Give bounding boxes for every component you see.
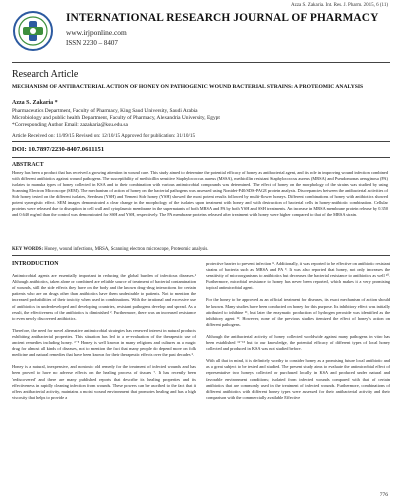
- journal-logo: [12, 10, 54, 52]
- abstract-heading: ABSTRACT: [12, 162, 44, 168]
- intro-paragraph-3: Honey is a natural, inexpensive, and nontoxic old remedy for the treatment of infected wounds and has been proved to have no adverse effects on the healing process of tissues ⁷. It has recently been 'rediscovered' and there are many published reports that describe its healing properties and its effectiveness in rapidly cleaning infection from wounds. These powers can be ascribed to the fact that it offers antibacterial activity, maintains a moist wound environment that promotes healing and has a high viscosity that helps to provide a: [12, 364, 196, 400]
- article-dates: Article Received on: 11/09/15 Revised on: 12/10/15 Approved for publication: 31/10/15: [12, 133, 196, 139]
- journal-title: INTERNATIONAL RESEARCH JOURNAL OF PHARMACY: [66, 12, 379, 24]
- journal-issn: ISSN 2230 – 8407: [66, 39, 118, 47]
- intro-paragraph-1: Antimicrobial agents are essentially important in reducing the global burden of infectious diseases.¹ Although antibiotics, taken alone or combined are reliable source of treatment of bacterial contamination of wounds, still the side effects they have on the body and the known drug-drug interactions for certain patients who are on drugs other than antibiotics have them undesirable to patients. Not to mention the increased probabilities of their toxicity when used in combinations. With the irrational and excessive use of antibiotics in underdeveloped and developing countries, resistant pathogens develop and spread. As a result, the effectiveness of the antibiotics is diminished ². Furthermore, there was an increased resistance to even newly discovered antibiotics.: [12, 273, 196, 321]
- journal-url[interactable]: www.irjponline.com: [66, 28, 127, 37]
- corresponding-email[interactable]: *Corresponding Author Email: zazakaria@ksu.edu.sa: [12, 122, 128, 128]
- introduction-heading: INTRODUCTION: [12, 261, 59, 267]
- page-number: 776: [379, 492, 388, 498]
- keywords-divider: [12, 255, 390, 256]
- left-column: [12, 261, 196, 491]
- right-paragraph-2: For the honey to be approved as an official treatment for diseases, its exact mechanism of action should be known. Many studies have been conducted on honey for this purpose. Its inhibitory effect was initially attributed to inhibine ¹¹, but later the enzymatic production of hydrogen peroxide was identified as the inhibitory agent ¹². However, none of the previous studies itemized the effect of honey's action on different pathogens.: [206, 297, 390, 327]
- affiliation-2: Microbiology and public health Department, Faculty of Pharmacy, Alexandria University, Egypt: [12, 115, 220, 121]
- right-column: [206, 261, 390, 491]
- affiliation-1: Pharmaceutics Department, Faculty of Pharmacy, King Saud University, Saudi Arabia: [12, 108, 198, 114]
- doi-link[interactable]: DOI: 10.7897/2230-8407.0611151: [12, 146, 105, 153]
- right-paragraph-4: With all that in mind, it is definitely worthy to consider honey as a promising future local antibiotic and as a great subject to be tested and studied. The present study aims to evaluate the antimicrobial effect of representative two honeys collected or purchased locally in KSA and produced under natural and favorable environment conditions; isolated from infected wounds compared with that of certain antibiotics that are commonly used in the treatment of infected wounds. Furthermore, combinations of different antibiotics with different honey types were assessed for their antibacterial activity and their comparison with the commercially available Effective: [206, 358, 390, 400]
- keywords-label: KEY WORDS:: [12, 247, 44, 252]
- running-head: Azza S. Zakaria. Int. Res. J. Pharm. 2015, 6 (11): [290, 3, 388, 8]
- abstract-body: Honey has been a product that has received a growing attention in wound care. This study aimed to determine the potential efficacy of honey as antibacterial agent, and its role in improving wound infection combined with different antibiotics against wound pathogens. The susceptibility of methicillin sensitive Staphylococcus aureus (MSSA), methicillin resistant Staphylococcus aureus (MRSA) and Pseudomonas aeruginosa (PA) isolates to manuka types of honey collected in KSA and to their combination with various antimicrobial compounds was determined. The effect of honey on the morphology of the strains was studied by using Scanning Electron Microscope (SEM). The mechanism of action of honey on the bacterial pathogens was assessed using Nonidet-P40/SDS-PAGE protein analysis. Discrepancies between the antibacterial activities of Sidr honey tested on the different isolates, Seedrum (YSH) and Yemeni Sidr honey (YSH) showed the most potent results followed by multi-flower honeys. Different combinations of honey with antibiotics showed potent synergistic effect. SEM images demonstrated a clear change in the morphology of the isolates upon treatment with honey and with destruction of bacterial cells in honey-antibiotic combination. Cellular proteins were released due to disruption in cell wall and cytoplasmic membrane in the supernatants of both MRSA and PA by both YSH and SSH treatments. An increase in MRSA membrane protein release by 0.350 and 0.640 mg/ml than the control was demonstrated for SSH and YSH, respectively. The PA membrane proteins released after treatment with honey were higher compared to that of the MRSA strain.: [12, 170, 388, 217]
- journal-masthead: [66, 12, 390, 47]
- header-divider: [12, 62, 390, 63]
- author-name: Azza S. Zakaria *: [12, 100, 58, 106]
- keywords: [12, 247, 208, 252]
- article-title: MECHANISM OF ANTIBACTERIAL ACTION OF HONEY ON PATHOGENIC WOUND BACTERIAL STRAINS: A PROTEOMIC ANALYSIS: [12, 84, 364, 90]
- right-paragraph-3: Although the antibacterial activity of honey collected worldwide against many pathogens in vitro has been established ¹³⁻¹⁵ but to our knowledge, the potential efficacy of different types of local honey collected and produced in KSA was not studied before.: [206, 333, 390, 352]
- right-paragraph-1: protective barrier to prevent infection ⁸. Additionally, it was reported to be effective on antibiotic resistant strains of bacteria such as MRSA and PA ⁹. It was also reported that honey, not only increases the sensitivity of microorganisms to antibiotics but decreases the bacterial resistance to antibiotics as well ¹⁰. Furthermore, microbial resistance to honey has never been reported, which makes it a very promising topical antimicrobial agent.: [206, 261, 390, 291]
- doi-divider: [12, 157, 390, 158]
- intro-paragraph-2: Therefore, the need for novel alternative antimicrobial strategies has renewed interest in natural products exhibiting antibacterial properties. This situation has led to a re-evaluation of the therapeutic use of ancient remedies including honey. ³⁻⁵ Honey is well known in many religions and cultures as a magic drug for almost all kinds of diseases, not to mention the fact that many people do depend more on folk medicine and natural remedies that have been known for their therapeutic effects over the past decades ⁶.: [12, 327, 196, 358]
- section-label: Research Article: [12, 69, 79, 80]
- keywords-text: Honey, wound infections, MRSA, Scanning electron microscope, Proteomic analysis.: [43, 247, 209, 252]
- dates-divider: [12, 141, 390, 142]
